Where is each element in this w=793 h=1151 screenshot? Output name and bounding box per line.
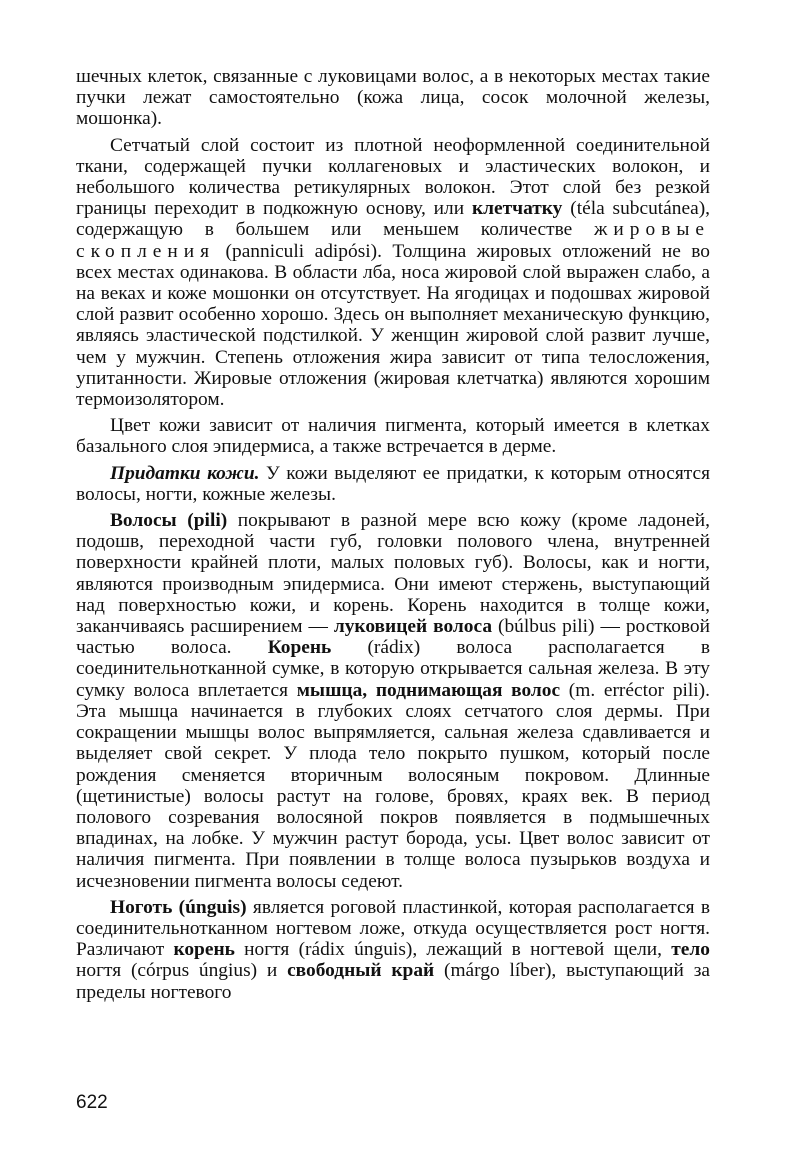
- paragraph-text: Цвет кожи зависит от наличия пигмента, который имеется в клетках базального слоя эпидермиса, а также встречается в дерме.: [76, 415, 710, 458]
- bold-term: тело: [671, 939, 710, 961]
- paragraph-text: покрывают в разной мере всю кожу (кроме ладоней, подошв, переходной части губ, головки полового члена, внутренней поверхности крайней плоти, малых половых губ). Волосы, как и ногти, являются производным эпидермиса. Они имеют стержень, выступающий над поверхностью кожи, и корень. Корень находится в толще кожи, заканчиваясь расширением —: [76, 510, 710, 638]
- paragraph-text: Сетчатый слой состоит из плотной неоформленной соединительной ткани, содержащей пучки коллагеновых и эластических волокон, и небольшого количества ретикулярных волокон. Этот слой без резкой границы переходит в подкожную основу, или: [76, 134, 710, 220]
- paragraph-text: (márgo líber), выступающий за пределы ногтевого: [76, 960, 710, 1003]
- section-heading: Придатки кожи.: [110, 462, 260, 484]
- paragraph-text: (búlbus pili) — ростковой частью волоса.: [76, 616, 710, 659]
- paragraph-reticular-layer: [76, 135, 710, 411]
- page-number: 622: [76, 1092, 108, 1113]
- paragraph-text: (téla subcutánea), содержащую в большем или меньшем количестве: [76, 198, 711, 241]
- paragraph-skin-appendages: [76, 463, 710, 505]
- bold-term: Корень: [267, 637, 332, 659]
- paragraph-text: (rádix) волоса располагается в соединительнотканной сумке, в которую открывается сальная железа. В эту сумку волоса вплетается: [76, 637, 710, 701]
- bold-term: корень: [173, 939, 235, 961]
- paragraph-hair: [76, 510, 710, 892]
- bold-term: свободный край: [287, 960, 435, 982]
- paragraph-text: является роговой пластинкой, которая располагается в соединительнотканном ногтевом ложе, откуда осуществляется рост ногтя. Различают: [76, 896, 711, 961]
- spaced-term: жировые скопления: [76, 219, 710, 262]
- paragraph-text: ногтя (rádix únguis), лежащий в ногтевой щели,: [234, 939, 672, 961]
- bold-term: луковицей волоса: [333, 616, 493, 638]
- paragraph-skin-color: [76, 415, 710, 457]
- paragraph-text: (m. erréctor pili). Эта мышца начинается в глубоких слоях сетчатого слоя дермы. При сокращении мышцы волос выпрямляется, сальная железа сдавливается и выделяет свой секрет. У плода тело покрыто пушком, который после рождения сменяется вторичным волосяным покровом. Длинные (щетинистые) волосы растут на голове, бровях, краях век. В период полового созревания волосяной покров появляется в подмышечных впадинах, на лобке. У мужчин растут борода, усы. Цвет волос зависит от наличия пигмента. При появлении в толще волоса пузырьков воздуха и исчезновении пигмента волосы седеют.: [76, 679, 710, 892]
- bold-term: Ноготь (únguis): [110, 896, 247, 918]
- paragraph-continuation: [76, 66, 710, 130]
- paragraph-text: У кожи выделяют ее придатки, к которым относятся волосы, ногти, кожные железы.: [76, 462, 710, 505]
- body-text: [76, 66, 710, 1003]
- paragraph-text: шечных клеток, связанные с луковицами волос, а в некоторых местах такие пучки лежат самостоятельно (кожа лица, сосок молочной железы, мошонка).: [76, 66, 710, 130]
- bold-term: Волосы (pili): [110, 510, 228, 532]
- paragraph-text: ногтя (córpus úngius) и: [76, 960, 288, 982]
- bold-term: мышца, поднимающая волос: [296, 679, 561, 701]
- bold-term: клетчатку: [471, 198, 563, 220]
- paragraph-nail: [76, 897, 710, 1003]
- paragraph-text: (panniculi adipósi). Толщина жировых отложений не во всех местах одинакова. В области лба, носа жировой слой выражен слабо, а на веках и коже мошонки он отсутствует. На ягодицах и подошвах жировой слой развит особенно хорошо. Здесь он выполняет механическую функцию, являясь эластической подстилкой. У женщин жировой слой развит лучше, чем у мужчин. Степень отложения жира зависит от типа телосложения, упитанности. Жировые отложения (жировая клетчатка) являются хорошим термоизолятором.: [76, 240, 710, 411]
